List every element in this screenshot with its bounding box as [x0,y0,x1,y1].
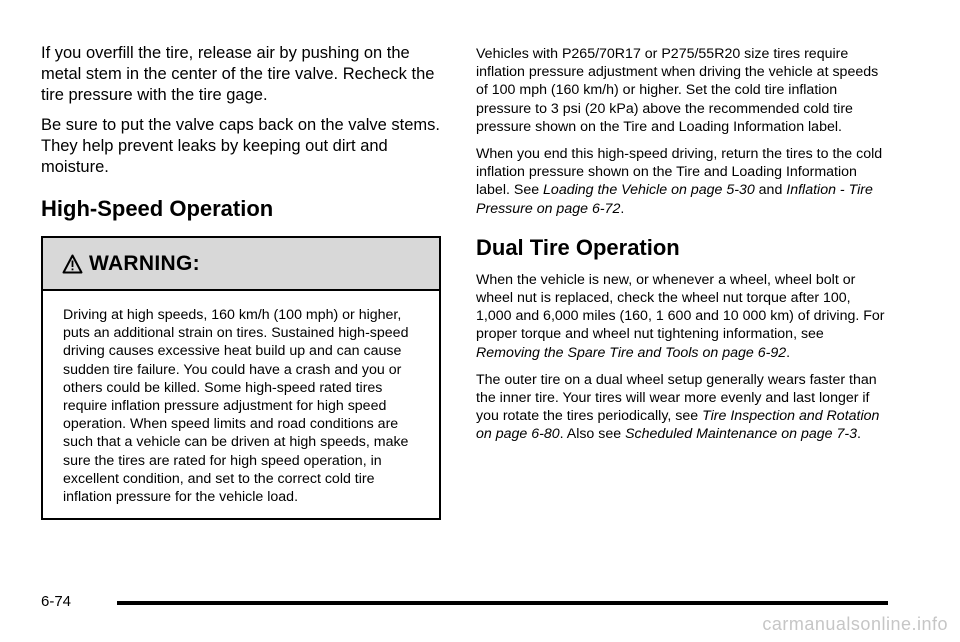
loading-vehicle-link[interactable]: Loading the Vehicle on page 5-30 [543,182,755,199]
page-number: 6-74 [41,593,72,610]
wheel-nut-paragraph: When the vehicle is new, or whenever a wheel, wheel bolt or wheel nut is replaced, check the wheel nut torque after 100, 1,000 and 6,000 miles (160, 1 600 and 10 000 km) of driving. For proper torque and wheel nut tightening information, see Removing the Spare Tire and Tools on page 6-92. [476,271,885,361]
footer-rule [117,601,888,605]
high-speed-heading: High-Speed Operation [41,196,274,221]
warning-header [43,238,439,291]
watermark: carmanualsonline.info [762,614,948,634]
left-column [41,43,445,520]
warning-body: Driving at high speeds, 160 km/h (100 mph) or higher, puts an additional strain on tires. Sustained high-speed driving causes excessive heat build up and can cause sudden tire failure. You could have a crash and you or others could be killed. Some high-speed rated tires require inflation pressure adjustment for high speed operation. When speed limits and road conditions are such that a vehicle can be driven at high speeds, make sure the tires are rated for high speed operation, in excellent condition, and set to the correct cold tire inflation pressure for the vehicle load. [63,307,409,506]
tire-size-paragraph: Vehicles with P265/70R17 or P275/55R20 size tires require inflation pressure adjustment when driving the vehicle at speeds of 100 mph (160 km/h) or higher. Set the cold tire inflation pressure to 3 psi (20 kPa) above the recommended cold tire pressure shown on the Tire and Loading Information label. [476,46,879,135]
warning-triangle-icon [62,254,83,274]
tire-rotation-link[interactable]: Tire Inspection and Rotation on page 6-80 [476,408,880,443]
warning-title: WARNING: [89,251,200,275]
overfill-paragraph: If you overfill the tire, release air by pushing on the metal stem in the center of the tire valve. Recheck the tire pressure with the tire gage. [41,44,435,104]
warning-box [41,236,441,520]
inflation-pressure-link[interactable]: Inflation - Tire Pressure on page 6-72 [476,182,873,217]
right-column [476,45,890,453]
scheduled-maintenance-link[interactable]: Scheduled Maintenance on page 7-3 [625,426,857,443]
valve-caps-paragraph: Be sure to put the valve caps back on the valve stems. They help prevent leaks by keeping out dirt and moisture. [41,116,440,176]
end-high-speed-paragraph: When you end this high-speed driving, return the tires to the cold inflation pressure shown on the Tire and Loading Information label. See Loading the Vehicle on page 5-30 and Inflation - Tire Pressure on page 6-72. [476,146,883,217]
outer-tire-paragraph: The outer tire on a dual wheel setup generally wears faster than the inner tire. Your tires will wear more evenly and last longer if you rotate the tires periodically, see Tire Inspection and Rotation on page 6-80. Also see Scheduled Maintenance on page 7-3. [476,371,880,443]
dual-tire-heading: Dual Tire Operation [476,234,680,260]
spare-tire-link[interactable]: Removing the Spare Tire and Tools on page 6-92 [476,344,787,361]
